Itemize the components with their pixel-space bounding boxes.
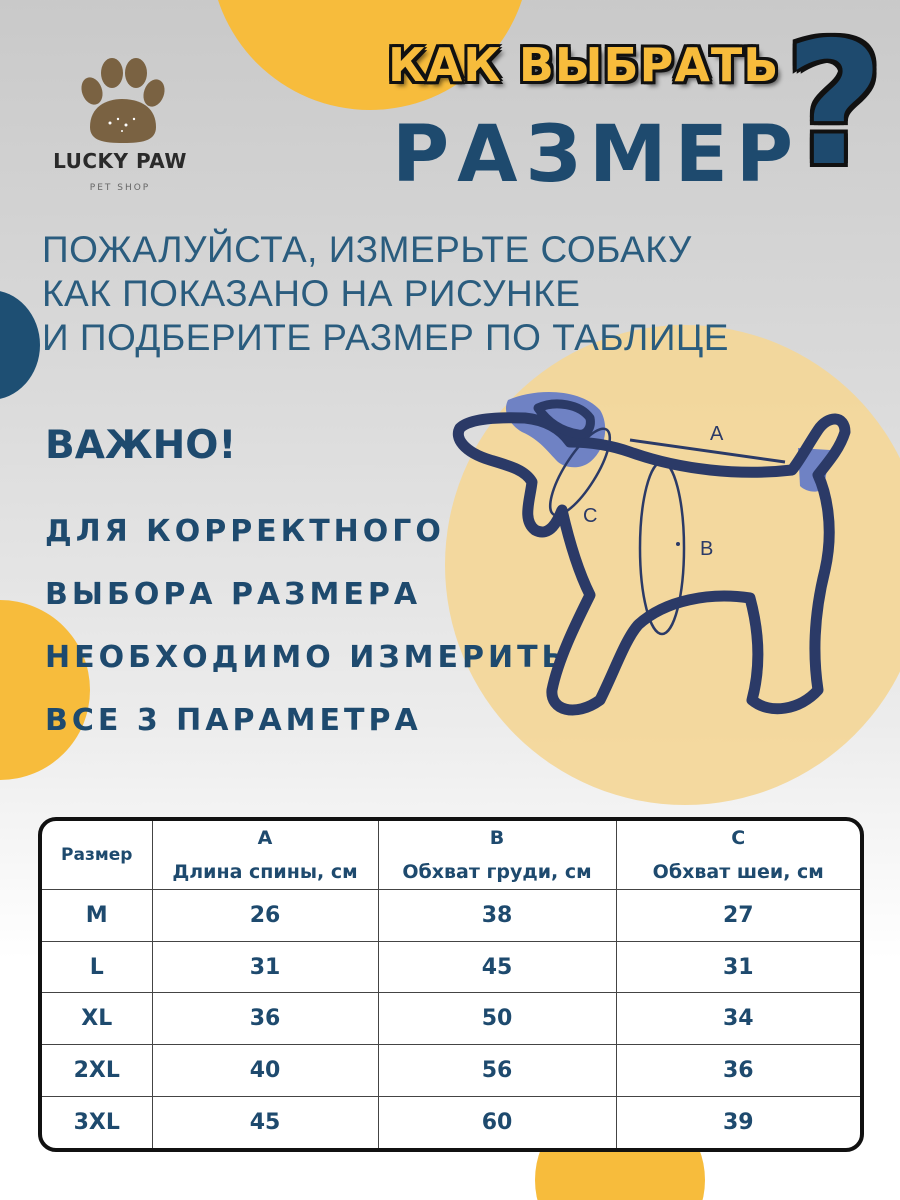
decor-circle-left-blue <box>0 290 40 400</box>
instructions-text <box>42 228 729 360</box>
headline-size: РАЗМЕР <box>392 110 802 200</box>
table-row <box>42 1045 860 1097</box>
cell-back-length: 40 <box>152 1045 378 1097</box>
label-c: C <box>583 505 598 527</box>
cell-back-length: 26 <box>152 890 378 942</box>
header-neck-label: Обхват шеи, см <box>652 861 824 883</box>
brand-subtitle: PET SHOP <box>89 183 151 193</box>
header-back-length-label: Длина спины, см <box>172 861 358 883</box>
table-row <box>42 941 860 993</box>
brand-name: LUCKY PAW <box>53 149 187 173</box>
header-letter-c: C <box>731 827 746 849</box>
size-table <box>38 817 864 1152</box>
table-row <box>42 890 860 942</box>
header-chest-label: Обхват груди, см <box>402 861 592 883</box>
cell-chest: 45 <box>378 941 616 993</box>
cell-back-length: 45 <box>152 1096 378 1148</box>
important-title: ВАЖНО! <box>45 423 237 468</box>
header-back-length <box>152 821 378 890</box>
paw-icon <box>70 55 170 145</box>
cell-chest: 60 <box>378 1096 616 1148</box>
cell-chest: 50 <box>378 993 616 1045</box>
cell-size: XL <box>42 993 152 1045</box>
header-letter-a: A <box>257 827 273 849</box>
instructions-line: ПОЖАЛУЙСТА, ИЗМЕРЬТЕ СОБАКУ <box>42 229 692 270</box>
cell-neck: 39 <box>616 1096 860 1148</box>
cell-neck: 36 <box>616 1045 860 1097</box>
table-header-row <box>42 821 860 890</box>
instructions-line: КАК ПОКАЗАНО НА РИСУНКЕ <box>42 273 581 314</box>
cell-chest: 38 <box>378 890 616 942</box>
table-row <box>42 993 860 1045</box>
question-mark: ? <box>785 6 884 204</box>
label-b: B <box>700 538 714 560</box>
dog-measurement-diagram <box>440 370 880 740</box>
header-letter-b: B <box>489 827 505 849</box>
cell-size: 2XL <box>42 1045 152 1097</box>
cell-size: L <box>42 941 152 993</box>
label-a: A <box>710 423 724 445</box>
cell-neck: 27 <box>616 890 860 942</box>
instructions-line: И ПОДБЕРИТЕ РАЗМЕР ПО ТАБЛИЦЕ <box>42 317 729 358</box>
cell-back-length: 31 <box>152 941 378 993</box>
brand-logo <box>40 55 200 193</box>
header-size-label: Размер <box>61 845 133 865</box>
header-chest <box>378 821 616 890</box>
cell-size: 3XL <box>42 1096 152 1148</box>
header-size <box>42 821 152 890</box>
header-neck <box>616 821 860 890</box>
important-line: НЕОБХОДИМО ИЗМЕРИТЬ <box>45 640 569 675</box>
cell-neck: 34 <box>616 993 860 1045</box>
important-line: ВСЕ 3 ПАРАМЕТРА <box>45 703 422 738</box>
cell-back-length: 36 <box>152 993 378 1045</box>
cell-chest: 56 <box>378 1045 616 1097</box>
important-line: ВЫБОРА РАЗМЕРА <box>45 577 422 612</box>
important-line: ДЛЯ КОРРЕКТНОГО <box>45 514 445 549</box>
cell-size: M <box>42 890 152 942</box>
headline-how-to-choose: КАК ВЫБРАТЬ <box>388 38 780 92</box>
table-row <box>42 1096 860 1148</box>
size-table-grid <box>42 821 860 1148</box>
cell-neck: 31 <box>616 941 860 993</box>
dog-body-outline <box>458 418 845 710</box>
